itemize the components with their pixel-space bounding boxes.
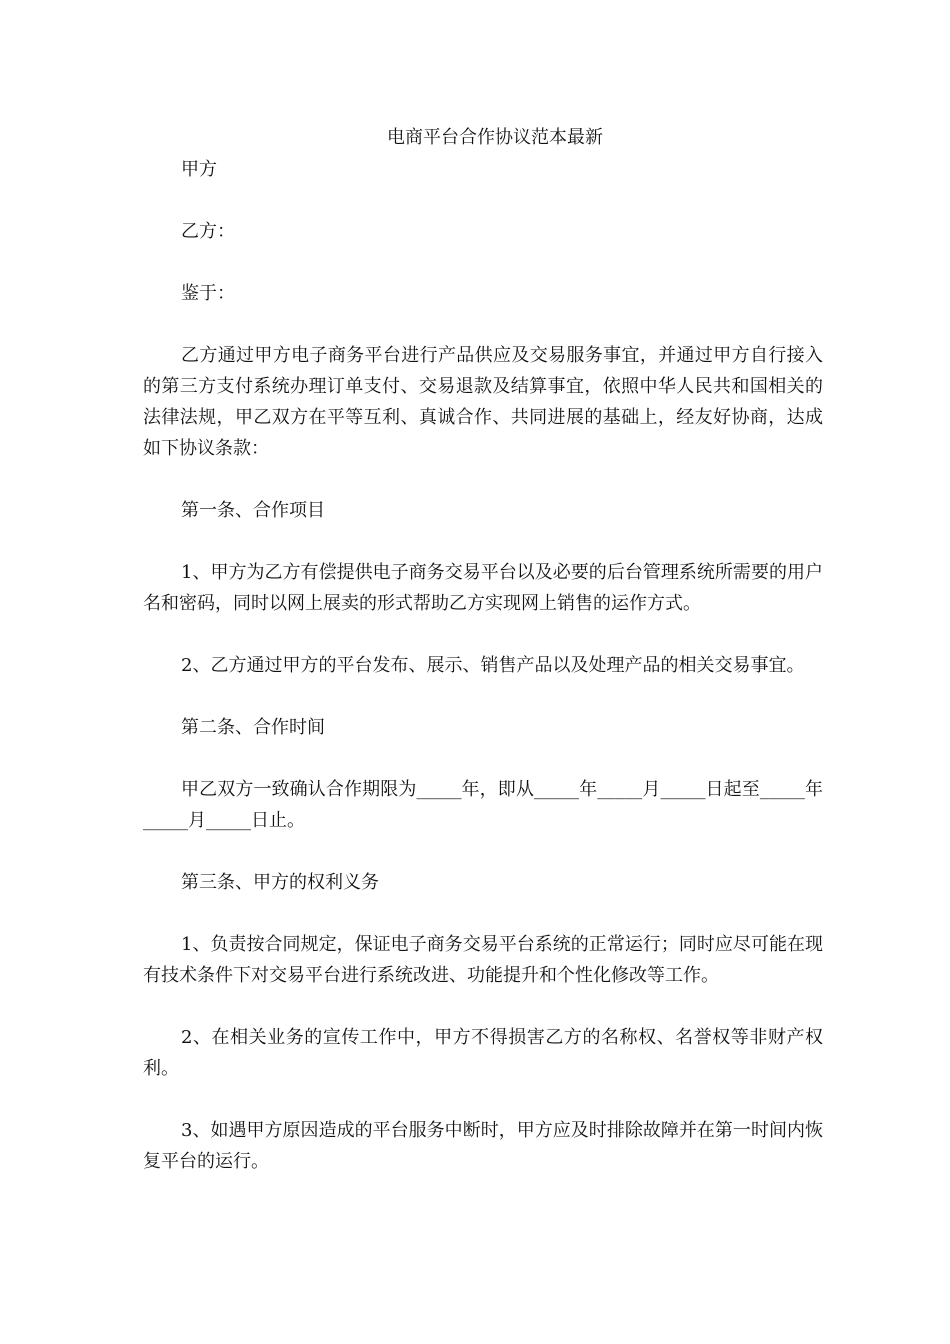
- article-1-clause-2: 2、乙方通过甲方的平台发布、展示、销售产品以及处理产品的相关交易事宜。: [181, 655, 805, 676]
- preamble-paragraph: 乙方通过甲方电子商务平台进行产品供应及交易服务事宜，并通过甲方自行接入的第三方支付系统办理订单支付、交易退款及结算事宜，依照中华人民共和国相关的法律法规，甲乙双方在平等互利、真诚合作、共同进展的基础上，经友好协商，达成如下协议条款：: [143, 345, 823, 459]
- article-3-heading: 第三条、甲方的权利义务: [181, 872, 379, 893]
- whereas-label: 鉴于：: [181, 283, 235, 304]
- document-title: 电商平台合作协议范本最新: [387, 127, 603, 148]
- article-1-heading: 第一条、合作项目: [181, 500, 325, 521]
- party-b-label: 乙方：: [181, 221, 235, 242]
- party-a-label: 甲方: [181, 159, 217, 180]
- article-3-clause-1: 1、负责按合同规定，保证电子商务交易平台系统的正常运行；同时应尽可能在现有技术条件下对交易平台进行系统改进、功能提升和个性化修改等工作。: [143, 934, 823, 986]
- document-body: [143, 154, 823, 1177]
- article-2-heading: 第二条、合作时间: [181, 717, 325, 738]
- article-1-clause-1: 1、甲方为乙方有偿提供电子商务交易平台以及必要的后台管理系统所需要的用户名和密码，同时以网上展卖的形式帮助乙方实现网上销售的运作方式。: [143, 562, 823, 614]
- article-3-clause-2: 2、在相关业务的宣传工作中，甲方不得损害乙方的名称权、名誉权等非财产权利。: [143, 1027, 823, 1079]
- article-3-clause-3: 3、如遇甲方原因造成的平台服务中断时，甲方应及时排除故障并在第一时间内恢复平台的运行。: [143, 1120, 823, 1172]
- article-2-term-paragraph: 甲乙双方一致确认合作期限为_____年，即从_____年_____月_____日起至_____年_____月_____日止。: [143, 779, 823, 831]
